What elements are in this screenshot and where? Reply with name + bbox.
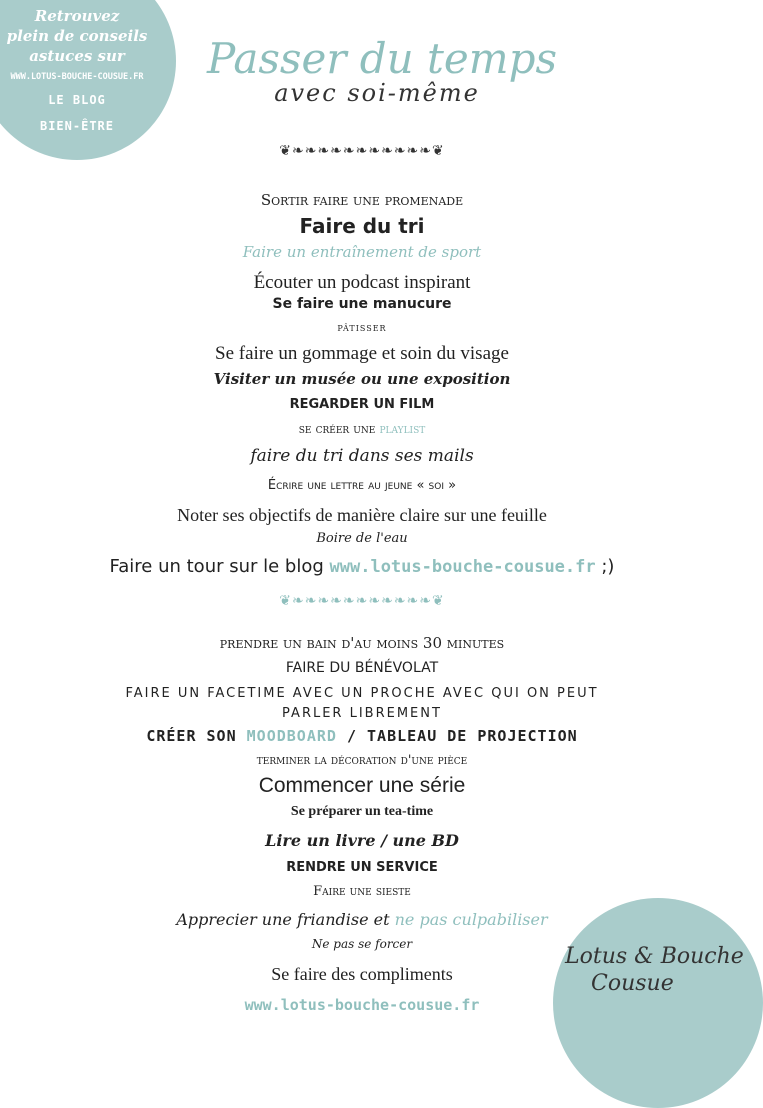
item-musee: Visiter un musée ou une exposition [213, 370, 511, 388]
item-friandise-accent: ne pas culpabiliser [394, 910, 548, 929]
page-title [0, 34, 724, 107]
item-decoration: terminer la décoration d'une pièce [256, 753, 468, 768]
item-benevolat: FAIRE DU BÉNÉVOLAT [285, 660, 439, 676]
logo-line-1: Lotus & Bouche [565, 944, 744, 969]
badge-blog-1: LE BLOG [48, 93, 106, 107]
item-moodboard [0, 727, 724, 745]
title-sub: avec soi-même [274, 79, 480, 107]
item-eau: Boire de l'eau [316, 531, 408, 546]
laurel-divider-bottom: ❦❧❧❧❧❧❧❧❧❧❧❧❦ [279, 592, 445, 608]
item-moodboard-text-1: CRÉER SON [146, 727, 247, 745]
item-patisser: pâtisser [337, 320, 387, 334]
badge-line-3: astuces sur [29, 47, 125, 65]
footer-url[interactable]: www.lotus-bouche-cousue.fr [244, 996, 480, 1014]
laurel-divider-top: ❦❧❧❧❧❧❧❧❧❧❧❧❦ [279, 142, 445, 158]
item-bain: prendre un bain d'au moins 30 minutes [219, 634, 505, 652]
item-promenade: Sortir faire une promenade [260, 191, 464, 209]
item-compliments: Se faire des compliments [271, 964, 453, 984]
item-forcer: Ne pas se forcer [311, 937, 413, 951]
logo-line-2: Cousue [591, 971, 674, 996]
item-blog-smiley: ;) [595, 556, 615, 577]
item-gommage: Se faire un gommage et soin du visage [215, 343, 509, 364]
brand-logo [553, 898, 763, 1108]
item-facetime-1: FAIRE UN FACETIME AVEC UN PROCHE AVEC QUI ON PEUT [125, 686, 599, 701]
item-moodboard-word: MOODBOARD [246, 727, 337, 745]
title-main: Passer du temps [206, 34, 558, 83]
item-sieste: Faire une sieste [313, 884, 411, 899]
badge-blog-2: BIEN-ÊTRE [39, 119, 115, 133]
item-objectifs: Noter ses objectifs de manière claire sur une feuille [177, 505, 547, 525]
item-sport: Faire un entraînement de sport [242, 243, 482, 261]
badge-line-2: plein de conseils [6, 27, 148, 45]
item-playlist [0, 422, 724, 437]
item-facetime-2: PARLER LIBREMENT [282, 706, 442, 721]
item-moodboard-text-2: / TABLEAU DE PROJECTION [336, 727, 578, 745]
item-serie: Commencer une série [258, 774, 466, 797]
item-blog-link[interactable]: www.lotus-bouche-cousue.fr [329, 557, 596, 577]
badge-url[interactable]: WWW.LOTUS-BOUCHE-COUSUE.FR [10, 72, 144, 82]
item-podcast: Écouter un podcast inspirant [253, 272, 471, 293]
item-film: REGARDER UN FILM [289, 397, 435, 412]
item-service: RENDRE UN SERVICE [286, 860, 438, 875]
item-lettre: Écrire une lettre au jeune « soi » [267, 478, 457, 493]
item-tea-time: Se préparer un tea-time [290, 804, 434, 819]
item-blog-text: Faire un tour sur le blog [109, 556, 330, 577]
item-livre: Lire un livre / une BD [265, 831, 459, 850]
item-friandise-text: Apprecier une friandise et [176, 910, 395, 929]
item-faire-du-tri: Faire du tri [299, 214, 425, 238]
item-manucure: Se faire une manucure [272, 296, 452, 312]
item-playlist-word: playlist [379, 422, 426, 437]
badge-line-1: Retrouvez [34, 7, 120, 25]
item-mails: faire du tri dans ses mails [250, 446, 474, 466]
item-playlist-text: se créer une [298, 422, 380, 437]
item-blog [0, 556, 724, 577]
